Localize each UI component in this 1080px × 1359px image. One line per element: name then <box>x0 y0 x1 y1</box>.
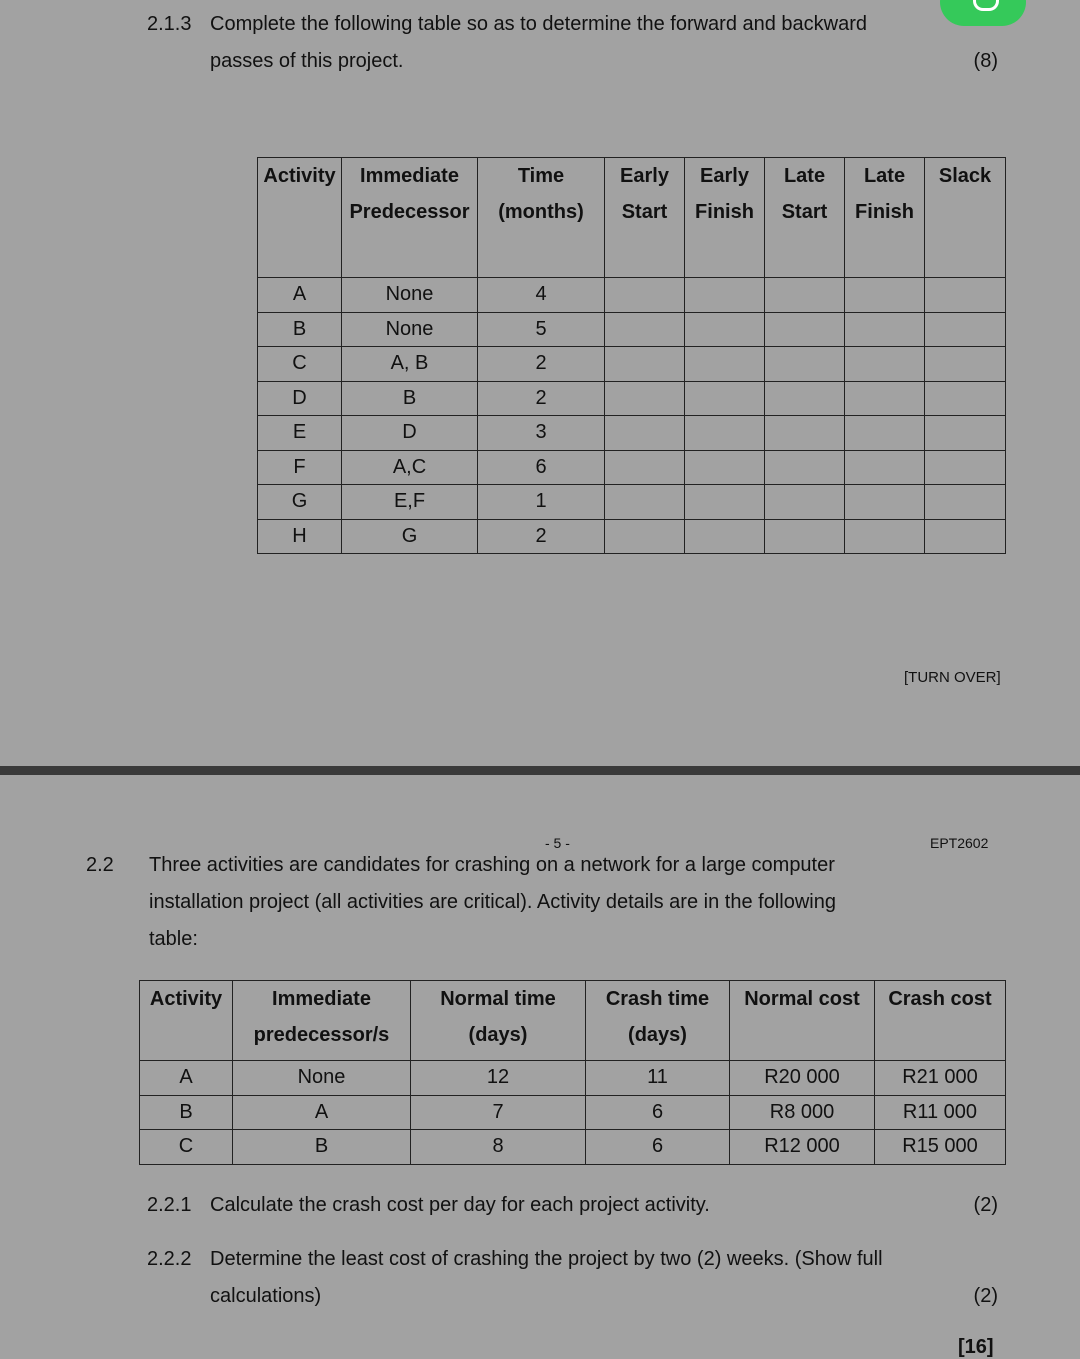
empty-answer-cell <box>765 519 845 554</box>
empty-answer-cell <box>925 347 1006 382</box>
table-cell: E <box>258 416 342 451</box>
table-cell: D <box>342 416 478 451</box>
header-slack: Slack <box>925 158 1006 278</box>
table-row <box>258 450 1006 485</box>
table-cell: A <box>233 1095 411 1130</box>
course-code: EPT2602 <box>930 835 989 851</box>
table-cell: C <box>258 347 342 382</box>
header-crash-time: Crash time (days) <box>586 981 730 1061</box>
table-cell: 4 <box>478 278 605 313</box>
table-cell: B <box>140 1095 233 1130</box>
empty-answer-cell <box>605 416 685 451</box>
page-divider <box>0 766 1080 775</box>
empty-answer-cell <box>925 450 1006 485</box>
table-cell: 6 <box>586 1130 730 1165</box>
empty-answer-cell <box>925 519 1006 554</box>
table-cell: B <box>233 1130 411 1165</box>
table-cell: R15 000 <box>875 1130 1006 1165</box>
empty-answer-cell <box>925 278 1006 313</box>
forward-backward-pass-table <box>257 157 1006 554</box>
empty-answer-cell <box>845 312 925 347</box>
empty-answer-cell <box>765 312 845 347</box>
table-cell: B <box>258 312 342 347</box>
table-cell: 11 <box>586 1061 730 1096</box>
table-cell: R8 000 <box>730 1095 875 1130</box>
empty-answer-cell <box>605 347 685 382</box>
crashing-activity-table <box>139 980 1006 1165</box>
question-text-line1: Determine the least cost of crashing the project by two (2) weeks. (Show full <box>210 1248 883 1270</box>
empty-answer-cell <box>845 416 925 451</box>
table-cell: R21 000 <box>875 1061 1006 1096</box>
camera-icon <box>973 0 999 11</box>
empty-answer-cell <box>605 312 685 347</box>
table-cell: R12 000 <box>730 1130 875 1165</box>
table-cell: A,C <box>342 450 478 485</box>
empty-answer-cell <box>605 519 685 554</box>
table-row <box>140 1130 1006 1165</box>
question-number: 2.2 <box>86 854 114 876</box>
question-text-line2: passes of this project. <box>210 50 404 72</box>
header-normal-time: Normal time (days) <box>411 981 586 1061</box>
question-text-line2: calculations) <box>210 1285 322 1307</box>
page-number: - 5 - <box>545 835 570 851</box>
total-marks: [16] <box>958 1336 994 1358</box>
empty-answer-cell <box>765 485 845 520</box>
empty-answer-cell <box>925 381 1006 416</box>
table-cell: 1 <box>478 485 605 520</box>
table-row <box>258 416 1006 451</box>
empty-answer-cell <box>845 347 925 382</box>
question-number: 2.2.1 <box>147 1194 192 1216</box>
empty-answer-cell <box>845 278 925 313</box>
question-text: Calculate the crash cost per day for each project activity. <box>210 1194 710 1216</box>
header-immediate-predecessor: Immediate Predecessor <box>342 158 478 278</box>
header-normal-cost: Normal cost <box>730 981 875 1061</box>
question-number: 2.2.2 <box>147 1248 192 1270</box>
question-text-line1: Three activities are candidates for crashing on a network for a large computer <box>149 854 835 876</box>
table-row <box>258 381 1006 416</box>
empty-answer-cell <box>845 450 925 485</box>
camera-button[interactable] <box>940 0 1026 26</box>
header-late-start: Late Start <box>765 158 845 278</box>
table-cell: 2 <box>478 519 605 554</box>
empty-answer-cell <box>685 485 765 520</box>
header-early-finish: Early Finish <box>685 158 765 278</box>
empty-answer-cell <box>605 381 685 416</box>
empty-answer-cell <box>685 381 765 416</box>
table-cell: 3 <box>478 416 605 451</box>
empty-answer-cell <box>685 312 765 347</box>
empty-answer-cell <box>845 485 925 520</box>
table-cell: None <box>342 278 478 313</box>
table-header-row <box>258 158 1006 278</box>
table-cell: R11 000 <box>875 1095 1006 1130</box>
table-cell: R20 000 <box>730 1061 875 1096</box>
question-marks: (2) <box>973 1194 998 1216</box>
empty-answer-cell <box>685 450 765 485</box>
table-cell: B <box>342 381 478 416</box>
table-cell: A <box>140 1061 233 1096</box>
empty-answer-cell <box>685 519 765 554</box>
question-text-line2: installation project (all activities are critical). Activity details are in the following <box>149 891 836 913</box>
table-cell: 6 <box>478 450 605 485</box>
table-cell: 7 <box>411 1095 586 1130</box>
empty-answer-cell <box>925 312 1006 347</box>
empty-answer-cell <box>925 416 1006 451</box>
question-marks: (8) <box>973 50 998 72</box>
table-header-row <box>140 981 1006 1061</box>
table-row <box>258 347 1006 382</box>
table-row <box>258 278 1006 313</box>
table-cell: D <box>258 381 342 416</box>
header-activity: Activity <box>140 981 233 1061</box>
table-cell: G <box>342 519 478 554</box>
header-time: Time (months) <box>478 158 605 278</box>
empty-answer-cell <box>845 519 925 554</box>
question-marks: (2) <box>973 1285 998 1307</box>
question-text-line3: table: <box>149 928 198 950</box>
empty-answer-cell <box>605 485 685 520</box>
header-activity: Activity <box>258 158 342 278</box>
empty-answer-cell <box>605 278 685 313</box>
table-cell: H <box>258 519 342 554</box>
turn-over-note: [TURN OVER] <box>904 669 1001 686</box>
empty-answer-cell <box>845 381 925 416</box>
table-cell: 12 <box>411 1061 586 1096</box>
empty-answer-cell <box>765 278 845 313</box>
header-early-start: Early Start <box>605 158 685 278</box>
table-cell: 8 <box>411 1130 586 1165</box>
empty-answer-cell <box>765 416 845 451</box>
table-cell: 2 <box>478 381 605 416</box>
empty-answer-cell <box>765 381 845 416</box>
table-cell: None <box>233 1061 411 1096</box>
table-cell: 5 <box>478 312 605 347</box>
header-late-finish: Late Finish <box>845 158 925 278</box>
table-row <box>140 1095 1006 1130</box>
question-number: 2.1.3 <box>147 13 192 35</box>
table-row <box>258 485 1006 520</box>
table-cell: 6 <box>586 1095 730 1130</box>
table-cell: G <box>258 485 342 520</box>
table-cell: None <box>342 312 478 347</box>
empty-answer-cell <box>765 347 845 382</box>
empty-answer-cell <box>685 416 765 451</box>
table-cell: C <box>140 1130 233 1165</box>
table-cell: A <box>258 278 342 313</box>
header-immediate-predecessors: Immediate predecessor/s <box>233 981 411 1061</box>
empty-answer-cell <box>685 347 765 382</box>
table-row <box>258 519 1006 554</box>
empty-answer-cell <box>925 485 1006 520</box>
table-row <box>140 1061 1006 1096</box>
empty-answer-cell <box>765 450 845 485</box>
table-cell: 2 <box>478 347 605 382</box>
table-cell: E,F <box>342 485 478 520</box>
empty-answer-cell <box>605 450 685 485</box>
empty-answer-cell <box>685 278 765 313</box>
table-cell: F <box>258 450 342 485</box>
header-crash-cost: Crash cost <box>875 981 1006 1061</box>
question-text-line1: Complete the following table so as to determine the forward and backward <box>210 13 868 35</box>
table-row <box>258 312 1006 347</box>
table-cell: A, B <box>342 347 478 382</box>
